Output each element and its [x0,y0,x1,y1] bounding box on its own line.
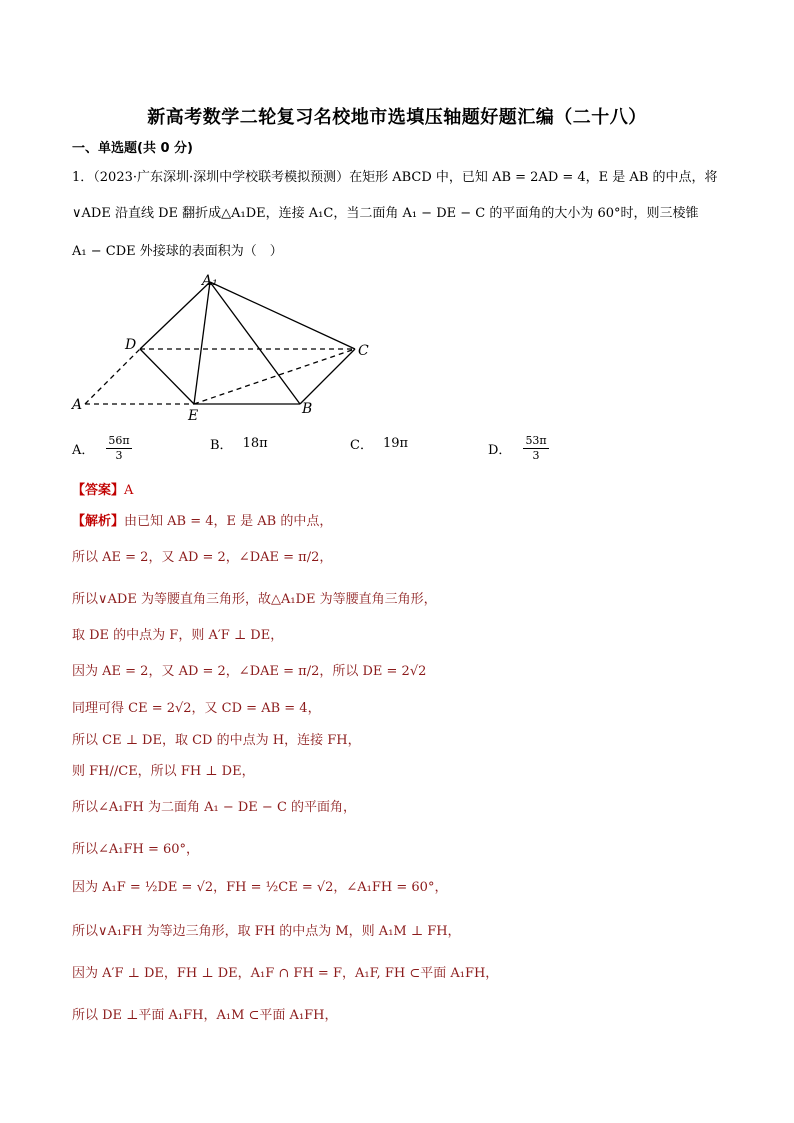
analysis-first-line [72,510,332,529]
edge-a1-c [210,282,355,349]
option-c[interactable] [350,434,408,453]
analysis-tag: 【解析】 [72,514,125,529]
option-b[interactable] [210,434,268,453]
option-b-letter: B． [210,438,233,453]
option-d-denominator: 3 [532,448,540,462]
option-a-letter: A． [72,442,95,458]
option-d-letter: D． [488,442,512,458]
answer-line [72,479,133,498]
option-a-denominator: 3 [115,448,123,462]
analysis-line: 所以∠A₁FH 为二面角 A₁ − DE − C 的平面角， [72,800,357,815]
option-c-letter: C． [350,438,373,453]
edge-a1-b [210,282,300,404]
analysis-line: 所以∠A₁FH = 60°， [72,842,200,857]
label-a1: A₁ [202,273,218,289]
label-c: C [358,343,369,359]
label-e: E [188,408,199,424]
edge-e-c [194,349,355,404]
analysis-line: 所以 DE ⊥平面 A₁FH，A₁M ⊂平面 A₁FH， [72,1008,338,1023]
analysis-line: 取 DE 的中点为 F，则 A′F ⊥ DE， [72,628,284,643]
question-line-3: A₁ − CDE 外接球的表面积为（ ） [72,244,283,259]
analysis-line: 因为 AE = 2，又 AD = 2，∠DAE = π/2，所以 DE = 2√2 [72,664,427,679]
analysis-line: 因为 A′F ⊥ DE，FH ⊥ DE，A₁F ∩ FH = F，A₁F, FH ⊂平面 A₁FH， [72,966,499,981]
question-line-1: 1．（2023·广东深圳·深圳中学校联考模拟预测）在矩形 ABCD 中，已知 AB = 2AD = 4，E 是 AB 的中点，将 [72,170,718,185]
label-a: A [72,397,83,413]
page-title: 新高考数学二轮复习名校地市选填压轴题好题汇编（二十八） [147,107,647,128]
analysis-line: 所以 CE ⊥ DE，取 CD 的中点为 H，连接 FH， [72,733,361,748]
analysis-line: 所以∨ADE 为等腰直角三角形，故△A₁DE 为等腰直角三角形， [72,592,437,607]
analysis-line: 同理可得 CE = 2√2，又 CD = AB = 4， [72,701,321,716]
answer-value: A [124,483,134,498]
analysis-line: 因为 A₁F = ½DE = √2，FH = ½CE = √2，∠A₁FH = 60°， [72,880,448,895]
edge-b-c [300,349,355,404]
option-a-numerator: 56π [108,434,130,447]
question-line-2: ∨ADE 沿直线 DE 翻折成△A₁DE，连接 A₁C，当二面角 A₁ − DE − C 的平面角的大小为 60°时，则三棱锥 [72,206,699,221]
option-c-value: 19π [382,436,409,451]
edge-a-d [85,349,140,404]
option-a[interactable] [72,434,132,463]
edge-a1-d [140,282,210,349]
analysis-line: 则 FH//CE，所以 FH ⊥ DE， [72,764,255,779]
label-b: B [302,401,313,417]
label-d: D [125,337,137,353]
analysis-text: 由已知 AB = 4，E 是 AB 的中点， [124,514,333,529]
option-b-value: 18π [242,436,268,451]
section-heading: 一、单选题(共 0 分) [72,141,193,156]
analysis-line: 所以∨A₁FH 为等边三角形，取 FH 的中点为 M，则 A₁M ⊥ FH， [72,924,461,939]
edge-a1-e [194,282,210,404]
option-d-numerator: 53π [525,434,547,447]
option-d[interactable] [488,434,549,463]
option-d-fraction [523,434,548,463]
geometry-figure [60,268,380,428]
answer-tag: 【答案】 [72,483,125,498]
edge-d-e [140,349,194,404]
analysis-line: 所以 AE = 2，又 AD = 2，∠DAE = π/2， [72,550,333,565]
option-a-fraction [106,434,131,463]
